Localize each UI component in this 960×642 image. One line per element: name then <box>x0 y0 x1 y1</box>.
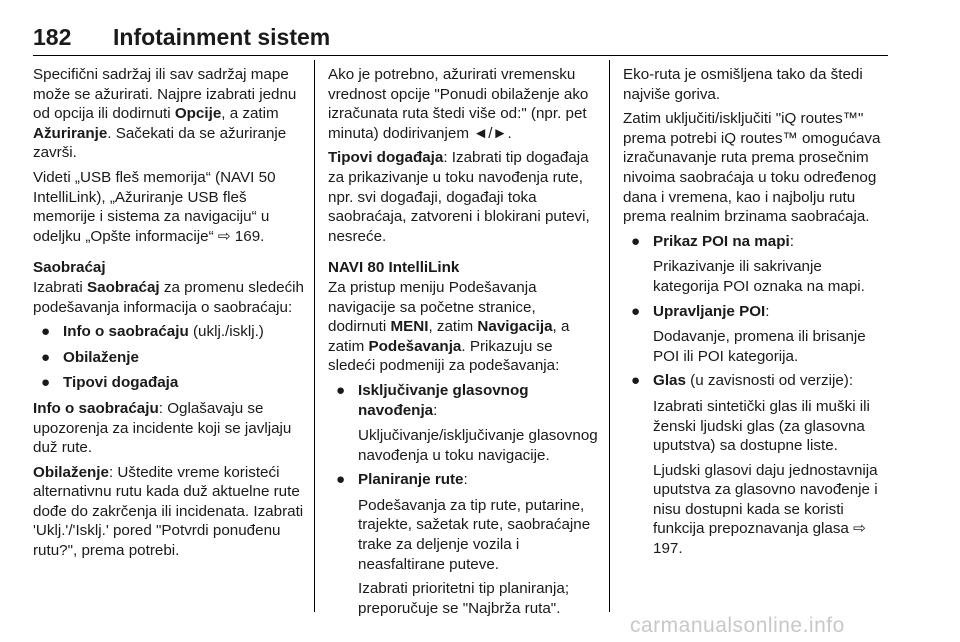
column-2 <box>328 65 598 623</box>
bullet-icon: ● <box>41 374 51 392</box>
paragraph: Info o saobraćaju: Oglašavaju se upozorenja za incidente koji se javljaju duž rute. <box>33 399 292 457</box>
subheading-navi80: NAVI 80 IntelliLink <box>328 259 460 277</box>
bullet-icon: ● <box>336 381 346 399</box>
list-item: ● Info o saobraćaju (uklj./isklj.) <box>41 323 264 341</box>
list-item: ● Planiranje rute: <box>336 471 468 489</box>
list-item-body: Podešavanja za tip rute, putarine, trajekte, sažetak rute, saobraćajne trake za deljenje vozila i neasfaltirane puteve. <box>358 496 591 573</box>
header-rule <box>33 55 888 56</box>
bullet-icon: ● <box>631 232 641 250</box>
paragraph: Izabrati Saobraćaj za promenu sledećih podešavanja informacija o saobraćaju: <box>33 278 305 316</box>
bullet-icon: ● <box>41 348 51 366</box>
list-item: ● Upravljanje POI: <box>631 302 770 320</box>
paragraph: Obilaženje: Uštedite vreme koristeći alternativnu rutu kada duž aktuelne rute dođe do zakrčenja ili incidenata. Izabrati 'Uklj.'/'Isklj.' pored "Potvrdi ponuđenu rutu?", prema potrebi. <box>33 463 304 560</box>
paragraph: Tipovi događaja: Izabrati tip događaja za prikazivanje u toku navođenja rute, npr. svi događaji, događaji toka saobraćaja, zatvoreni i blokirani putevi, nesreće. <box>328 149 590 245</box>
column-1 <box>33 65 305 566</box>
watermark: carmanualsonline.info <box>630 614 845 637</box>
paragraph: Specifični sadržaj ili sav sadržaj mape može se ažurirati. Najpre izabrati jednu od opcija ili dodirnuti Opcije, a zatim Ažuriranje. Sačekati da se ažuriranje završi. <box>33 66 297 162</box>
paragraph: Eko-ruta je osmišljena tako da štedi najviše goriva. <box>623 66 863 103</box>
list-item-body: Uključivanje/isključivanje glasovnog navođenja u toku navigacije. <box>358 427 598 464</box>
list-item-body: Izabrati prioritetni tip planiranja; preporučuje se "Najbrža ruta". <box>358 580 570 617</box>
subheading-traffic: Saobraćaj <box>33 259 106 277</box>
paragraph: Zatim uključiti/isključiti "iQ routes™" prema potrebi iQ routes™ omogućava izračunavanje ruta prema prosečnim nivoima saobraćaja u toku određenog dana i vremena, kao i najbolju rutu prema realnim brzinama saobraćaja. <box>623 110 881 226</box>
paragraph: Ako je potrebno, ažurirati vremensku vrednost opcije "Ponudi obilaženje ako izračunata ruta štedi više od:" (npr. pet minuta) dodirivanjem ◄/►. <box>328 66 589 142</box>
column-divider-2 <box>609 60 610 612</box>
bullet-icon: ● <box>631 372 641 390</box>
paragraph: Videti „USB fleš memorija“ (NAVI 50 IntelliLink), „Ažuriranje USB fleš memorije i sistema za navigaciju“ u odeljku „Opšte informacije“ ⇨ 169. <box>33 168 276 245</box>
bullet-icon: ● <box>631 302 641 320</box>
list-item-body: Prikazivanje ili sakrivanje kategorija POI oznaka na mapi. <box>653 258 865 295</box>
list-item-body: Dodavanje, promena ili brisanje POI ili POI kategorija. <box>653 328 866 365</box>
list-item-body: Izabrati sintetički glas ili muški ili ženski ljudski glas (za glasovna uputstva) sa dostupne liste. <box>653 397 870 455</box>
list-item: ● Prikaz POI na mapi: <box>631 232 794 250</box>
list-item: ● Tipovi događaja <box>41 374 179 392</box>
list-item: ● Glas (u zavisnosti od verzije): <box>631 372 854 390</box>
section-title: Infotainment sistem <box>113 24 331 50</box>
paragraph: Za pristup meniju Podešavanja navigacije sa početne stranice, dodirnuti MENI, zatim Navigacija, a zatim Podešavanja. Prikazuju se sledeći podmeniji za podešavanja: <box>328 278 570 375</box>
bullet-icon: ● <box>336 471 346 489</box>
column-3 <box>623 65 891 564</box>
list-item: ● Isključivanje glasovnog navođenja: <box>336 381 529 419</box>
list-item-body: Ljudski glasovi daju jednostavnija uputstva za glasovno navođenje i nisu dostupni kada se koristi funkcija prepoznavanja glasa ⇨ 197. <box>653 461 878 558</box>
page-number: 182 <box>33 24 72 50</box>
column-divider-1 <box>314 60 315 612</box>
list-item: ● Obilaženje <box>41 348 139 366</box>
bullet-icon: ● <box>41 323 51 341</box>
